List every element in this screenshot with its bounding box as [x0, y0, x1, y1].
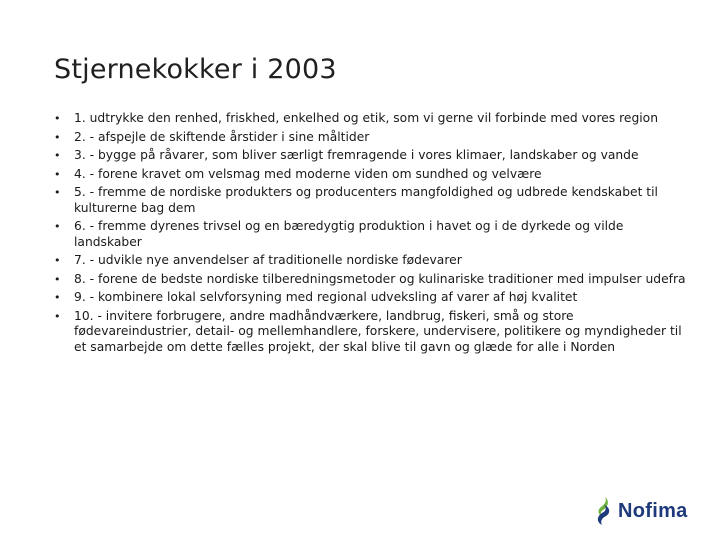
bullet-dot: • — [54, 291, 61, 304]
bullet-text: 10. - invitere forbrugere, andre madhåndværkere, landbrug, fiskeri, små og store fødevareindustrier, detail- og mellemhandlere, forskere, undervisere, politikere og myndigheder til et samarbejde om dette fælles projekt, der skal blive til gavn og glæde for alle i Norden — [74, 308, 682, 354]
bullet-text: 3. - bygge på råvarer, som bliver særligt fremragende i vores klimaer, landskaber og vande — [74, 148, 639, 162]
bullet-dot: • — [54, 112, 61, 125]
bullet-item — [54, 130, 694, 146]
bullet-dot: • — [54, 186, 61, 199]
bullet-item — [54, 253, 694, 269]
slide-title: Stjernekokker i 2003 — [54, 54, 337, 85]
bullet-item — [54, 111, 694, 127]
nofima-logo — [592, 494, 702, 528]
bullet-dot: • — [54, 167, 61, 181]
bullet-text: 4. - forene kravet om velsmag med moderne viden om sundhed og velvære — [74, 166, 542, 181]
bullet-list — [54, 111, 694, 358]
bullet-item — [54, 219, 694, 250]
bullet-dot: • — [54, 309, 61, 323]
bullet-text: 6. - fremme dyrenes trivsel og en bæredygtig produktion i havet og i de dyrkede og vilde landskaber — [74, 219, 624, 249]
bullet-dot: • — [54, 220, 61, 233]
logo-wordmark: Nofima — [618, 500, 688, 522]
bullet-item — [54, 167, 694, 183]
bullet-item — [54, 185, 694, 216]
bullet-text: 2. - afspejle de skiftende årstider i sine måltider — [74, 129, 370, 144]
bullet-item — [54, 290, 694, 306]
bullet-item — [54, 148, 694, 164]
bullet-dot: • — [54, 254, 61, 267]
bullet-text: 8. - forene de bedste nordiske tilberedningsmetoder og kulinariske traditioner med impulser udefra — [74, 271, 686, 286]
bullet-text: 1. udtrykke den renhed, friskhed, enkelhed og etik, som vi gerne vil forbinde med vores region — [74, 111, 658, 125]
bullet-text: 9. - kombinere lokal selvforsyning med regional udveksling af varer af høj kvalitet — [74, 290, 578, 304]
bullet-dot: • — [54, 149, 61, 162]
bullet-text: 7. - udvikle nye anvendelser af traditionelle nordiske fødevarer — [74, 253, 462, 267]
bullet-dot: • — [54, 130, 61, 144]
bullet-item — [54, 272, 694, 288]
nofima-swirl-icon — [592, 495, 616, 527]
bullet-dot: • — [54, 272, 61, 286]
bullet-item — [54, 309, 694, 356]
bullet-text: 5. - fremme de nordiske produkters og producenters mangfoldighed og udbrede kendskabet til kulturerne bag dem — [74, 185, 658, 215]
